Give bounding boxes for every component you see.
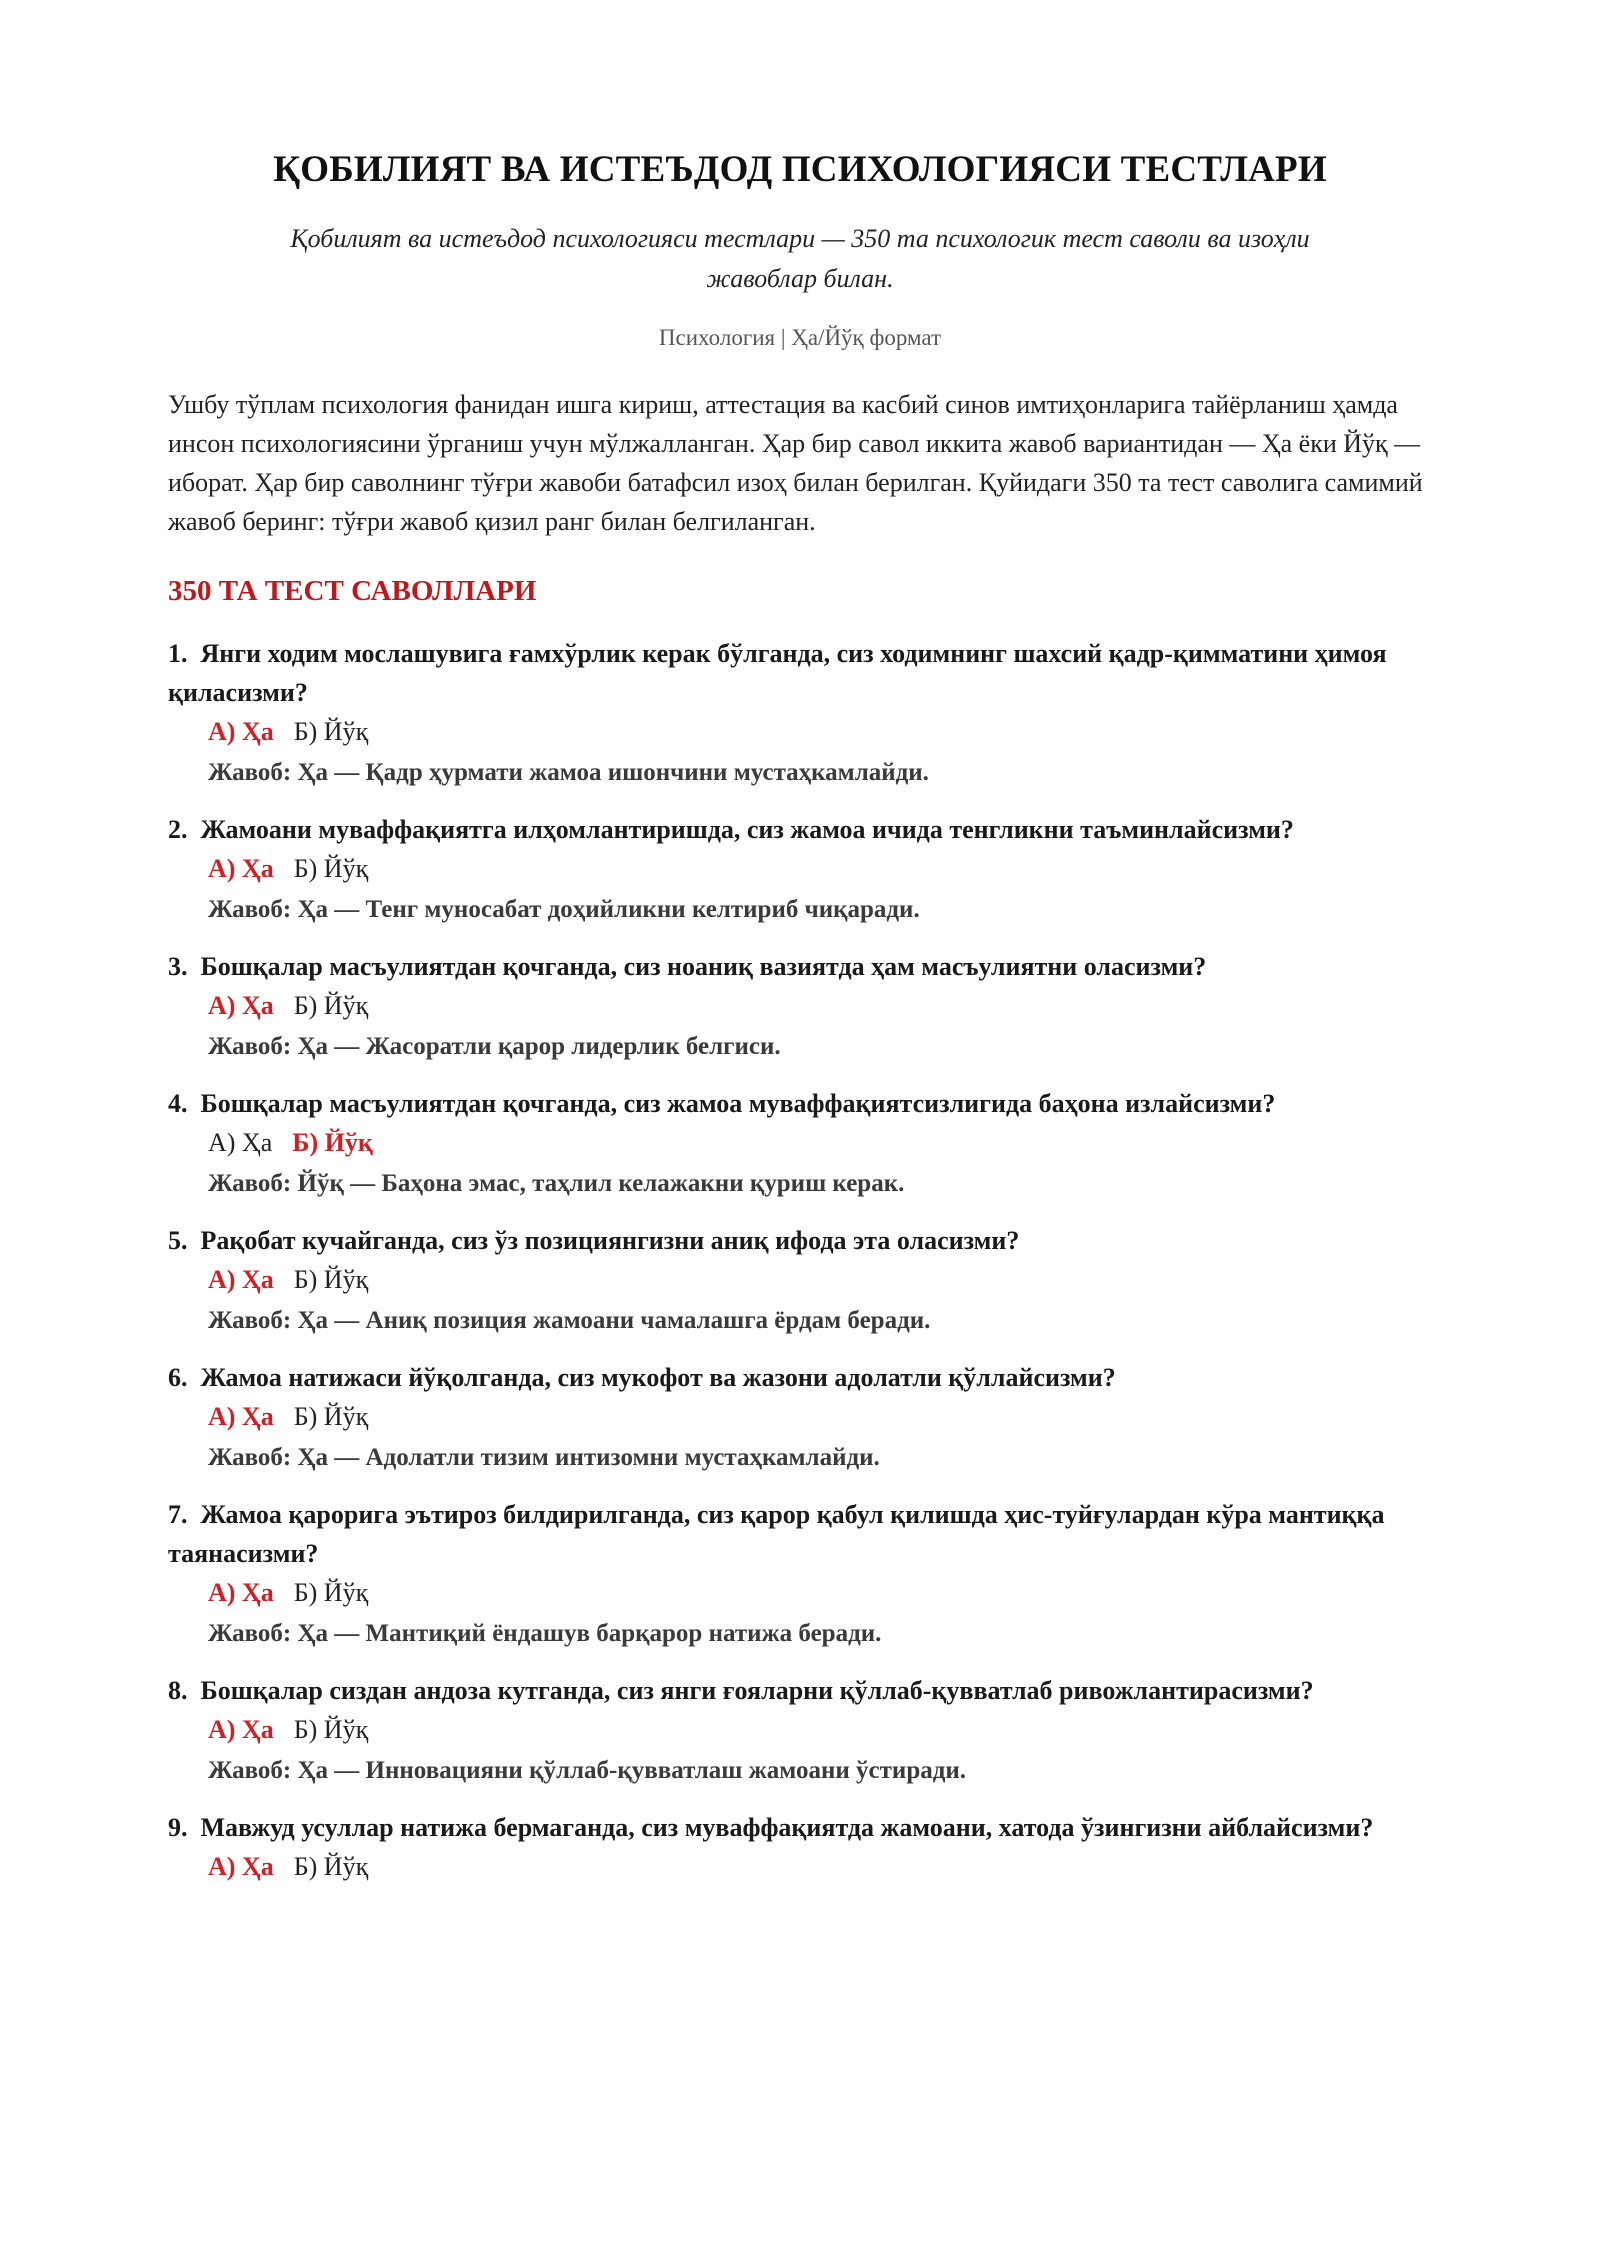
intro-paragraph: Ушбу тўплам психология фанидан ишга кириш, аттестация ва касбий синов имтиҳонларига тайёрланиш ҳамда инсон психологиясини ўрганиш учун мўлжалланган. Ҳар бир савол иккита жавоб вариантидан — Ҳа ёки Йўқ — иборат. Ҳар бир саволнинг тўғри жавоби батафсил изоҳ билан берилган. Қуйидаги 350 та тест саволига самимий жавоб беринг: тўғри жавоб қизил ранг билан белгиланган. xyxy=(168,390,1423,536)
answer-explanation: Жавоб: Ҳа — Жасоратли қарор лидерлик белгиси. xyxy=(208,1033,781,1060)
answer-options xyxy=(168,849,1432,889)
question-item xyxy=(168,1084,1432,1205)
question-text xyxy=(168,1671,1432,1710)
answer-options xyxy=(168,986,1432,1026)
answer-explanation: Жавоб: Ҳа — Тенг муносабат доҳийликни келтириб чиқаради. xyxy=(208,896,920,923)
question-body: Янги ходим мослашувига ғамхўрлик керак бўлганда, сиз ходимнинг шахсий қадр-қимматини ҳимоя қиласизми? xyxy=(168,639,1387,707)
option-a: А) Ҳа xyxy=(208,1128,273,1157)
option-b: Б) Йўқ xyxy=(293,1852,369,1881)
question-number: 8. xyxy=(168,1676,188,1705)
question-text xyxy=(168,1808,1432,1847)
answer-explanation: Жавоб: Ҳа — Мантиқий ёндашув барқарор натижа беради. xyxy=(208,1620,882,1647)
option-a: А) Ҳа xyxy=(208,1852,274,1881)
question-body: Мавжуд усуллар натижа бермаганда, сиз муваффақиятда жамоани, хатода ўзингизни айблайсизми? xyxy=(200,1813,1374,1842)
question-body: Жамоа натижаси йўқолганда, сиз мукофот ва жазони адолатли қўллайсизми? xyxy=(200,1363,1116,1392)
question-number: 6. xyxy=(168,1363,188,1392)
question-body: Бошқалар сиздан андоза кутганда, сиз янги ғояларни қўллаб-қувватлаб ривожлантирасизми? xyxy=(200,1676,1314,1705)
question-body: Жамоани муваффақиятга илҳомлантиришда, сиз жамоа ичида тенгликни таъминлайсизми? xyxy=(200,815,1294,844)
option-b: Б) Йўқ xyxy=(293,1578,369,1607)
option-a: А) Ҳа xyxy=(208,1715,274,1744)
question-text xyxy=(168,947,1432,986)
question-text xyxy=(168,634,1432,712)
question-list xyxy=(168,634,1432,1887)
question-item xyxy=(168,1358,1432,1479)
option-b: Б) Йўқ xyxy=(293,854,369,883)
question-number: 7. xyxy=(168,1500,188,1529)
answer-explanation: Жавоб: Ҳа — Адолатли тизим интизомни мустаҳкамлайди. xyxy=(208,1444,880,1471)
question-body: Бошқалар масъулиятдан қочганда, сиз жамоа муваффақиятсизлигида баҳона излайсизми? xyxy=(200,1089,1276,1118)
question-item xyxy=(168,947,1432,1068)
question-body: Рақобат кучайганда, сиз ўз позициянгизни аниқ ифода эта оласизми? xyxy=(200,1226,1020,1255)
question-number: 5. xyxy=(168,1226,188,1255)
question-number: 2. xyxy=(168,815,188,844)
question-number: 3. xyxy=(168,952,188,981)
answer-options xyxy=(168,712,1432,752)
option-b: Б) Йўқ xyxy=(293,1402,369,1431)
answer-options xyxy=(168,1847,1432,1887)
option-a: А) Ҳа xyxy=(208,1265,274,1294)
option-a: А) Ҳа xyxy=(208,991,274,1020)
section-heading: 350 ТА ТЕСТ САВОЛЛАРИ xyxy=(168,575,537,607)
answer-options xyxy=(168,1710,1432,1750)
answer-options xyxy=(168,1260,1432,1300)
option-b: Б) Йўқ xyxy=(293,1265,369,1294)
question-item xyxy=(168,1221,1432,1342)
document-subtitle: Қобилият ва истеъдод психологияси тестлари — 350 та психологик тест саволи ва изоҳли жавоблар билан. xyxy=(290,224,1310,293)
answer-options xyxy=(168,1573,1432,1613)
option-a: А) Ҳа xyxy=(208,854,274,883)
answer-explanation: Жавоб: Йўқ — Баҳона эмас, таҳлил келажакни қуриш керак. xyxy=(208,1170,905,1197)
document-title: ҚОБИЛИЯТ ВА ИСТЕЪДОД ПСИХОЛОГИЯСИ ТЕСТЛАРИ xyxy=(273,149,1327,190)
question-item xyxy=(168,1808,1432,1887)
question-item xyxy=(168,1495,1432,1655)
option-b: Б) Йўқ xyxy=(293,1715,369,1744)
answer-explanation: Жавоб: Ҳа — Қадр ҳурмати жамоа ишончини мустаҳкамлайди. xyxy=(208,759,929,786)
answer-options xyxy=(168,1397,1432,1437)
option-a: А) Ҳа xyxy=(208,717,274,746)
option-a: А) Ҳа xyxy=(208,1578,274,1607)
question-number: 4. xyxy=(168,1089,188,1118)
question-body: Бошқалар масъулиятдан қочганда, сиз ноаниқ вазиятда ҳам масъулиятни оласизми? xyxy=(200,952,1207,981)
question-item xyxy=(168,1671,1432,1792)
option-b: Б) Йўқ xyxy=(292,1128,373,1157)
question-number: 9. xyxy=(168,1813,188,1842)
question-body: Жамоа қарорига эътироз билдирилганда, сиз қарор қабул қилишда ҳис-туйғулардан кўра мантиққа таянасизми? xyxy=(168,1500,1385,1568)
question-number: 1. xyxy=(168,639,188,668)
answer-explanation: Жавоб: Ҳа — Аниқ позиция жамоани чамалашга ёрдам беради. xyxy=(208,1307,931,1334)
question-text xyxy=(168,810,1432,849)
question-item xyxy=(168,634,1432,794)
answer-options xyxy=(168,1123,1432,1163)
option-b: Б) Йўқ xyxy=(293,991,369,1020)
answer-explanation: Жавоб: Ҳа — Инновацияни қўллаб-қувватлаш жамоани ўстиради. xyxy=(208,1757,967,1784)
option-a: А) Ҳа xyxy=(208,1402,274,1431)
option-b: Б) Йўқ xyxy=(293,717,369,746)
question-item xyxy=(168,810,1432,931)
document-meta: Психология | Ҳа/Йўқ формат xyxy=(658,325,942,350)
question-text xyxy=(168,1084,1432,1123)
question-text xyxy=(168,1221,1432,1260)
question-text xyxy=(168,1495,1432,1573)
question-text xyxy=(168,1358,1432,1397)
